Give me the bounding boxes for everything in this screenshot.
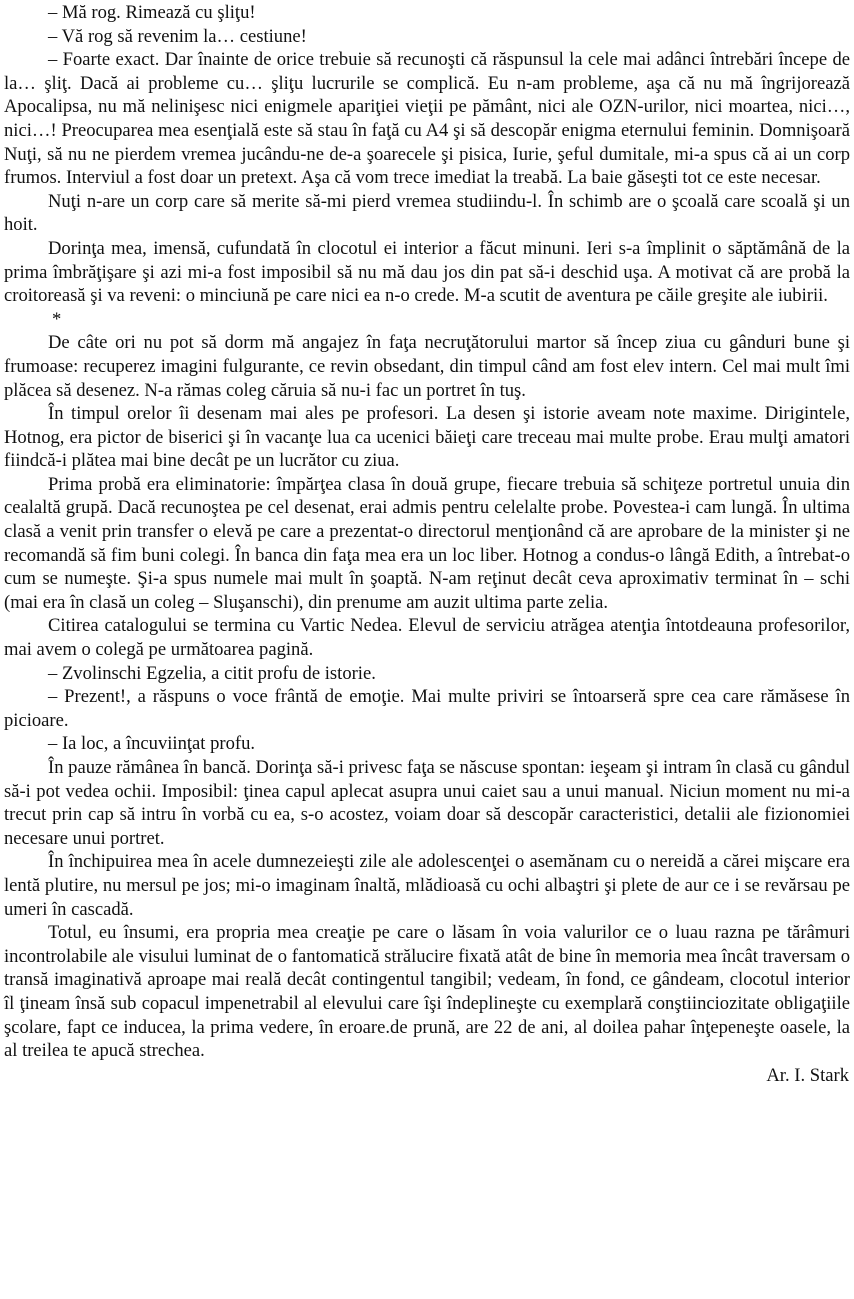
- body-paragraph: De câte ori nu pot să dorm mă angajez în faţa necruţătorului martor să încep ziua cu gânduri bune şi frumoase: recuperez imagini fulgurante, ce revin obsedant, din timpul când am fost elev intern. Cel mai mult îmi plăcea să desenez. N-a rămas coleg căruia să nu-i fac un portret în tuş.: [4, 332, 850, 401]
- dialogue-paragraph: – Foarte exact. Dar înainte de orice trebuie să recunoşti că răspunsul la cele mai adânci întrebări începe de la… şliţ. Dacă ai probleme cu… şliţu lucrurile se complică. Eu n-am probleme, aşa că nu mă îngrijorează Apocalipsa, nu mă nelinişesc nici enigmele apariţiei vieţii pe pământ, nici ale OZN-urilor, nici moartea, nici…, nici…! Preocuparea mea esenţială este să stau în faţă cu A4 şi să descopăr enigma eternului feminin. Domnişoară Nuţi, să nu ne pierdem vremea jucându-ne de-a şoarecele şi pisica, Iurie, şeful dumitale, mi-a spus că ai un corp frumos. Interviul a fost doar un pretext. Aşa că vom trece imediat la treabă. La baie găseşti tot ce este necesar.: [4, 49, 850, 189]
- body-paragraph: În pauze rămânea în bancă. Dorinţa să-i privesc faţa se născuse spontan: ieşeam şi intram în clasă cu gândul să-i pot vedea ochii. Imposibil: ţinea capul aplecat asupra unui caiet sau a unui manual. Niciun moment nu mi-a trecut prin cap să intru în vorbă cu ea, s-o acostez, voiam doar să descopăr caracteristici, detalii ale fizionomiei necesare unui portret.: [4, 757, 850, 849]
- body-paragraph: Nuţi n-are un corp care să merite să-mi pierd vremea studiindu-l. În schimb are o şcoală care scoală şi un hoit.: [4, 190, 850, 236]
- body-paragraph: Totul, eu însumi, era propria mea creaţie pe care o lăsam în voia valurilor ce o luau razna pe tărâmuri incontrolabile ale visului luminat de o fantomatică strălucire fixată atât de bine în memoria mea încât traversam o transă imaginativă aproape mai reală decât contingentul tangibil; vedeam, în fond, ce gândeam, clocotul interior îl ţineam însă sub copacul impenetrabil al elevului care îşi îndeplineşte cu exemplară conştiinciozitate obligaţiile şcolare, fapt ce inducea, la prima vedere, în eroare.de prună, are 22 de ani, al doilea pahar înţepeneşte oasele, la al treilea te apucă strechea.: [4, 922, 850, 1062]
- dialogue-line: – Zvolinschi Egzelia, a citit profu de istorie.: [48, 662, 376, 684]
- dialogue-line: – Mă rog. Rimează cu şliţu!: [48, 2, 256, 23]
- body-paragraph: Citirea catalogului se termina cu Vartic Nedea. Elevul de serviciu atrăgea atenţia întotdeauna profesorilor, mai avem o colegă pe următoarea pagină.: [4, 615, 850, 661]
- dialogue-line: – Vă rog să revenim la… cestiune!: [48, 25, 307, 47]
- dialogue-line: – Prezent!, a răspuns o voce frântă de emoţie. Mai multe priviri se întoarseră spre cea care rămăsese în picioare.: [4, 686, 850, 731]
- dialogue-line: – Ia loc, a încuviinţat profu.: [48, 733, 256, 755]
- body-paragraph: În închipuirea mea în acele dumnezeieşti zile ale adolescenţei o asemănam cu o nereidă a cărei mişcare era lentă plutire, nu mersul pe jos; mi-o imaginam înaltă, mlădioasă cu ochi albaştri şi plete de aur ce i se revărsau pe umeri în cascadă.: [4, 851, 850, 920]
- section-separator: *: [52, 308, 62, 330]
- body-paragraph: În timpul orelor îi desenam mai ales pe profesori. La desen şi istorie aveam note maxime. Dirigintele, Hotnog, era pictor de biserici şi în vacanţe lua ca ucenici băieţi care treceau mai multe probe. Erau mulţi amatori fiindcă-i plătea mai bine decât pe un lucrător cu ziua.: [4, 403, 850, 472]
- body-paragraph: Dorinţa mea, imensă, cufundată în clocotul ei interior a făcut minuni. Ieri s-a împlinit o săptămână de la prima îmbrăţişare şi azi mi-a fost imposibil să nu mă dau jos din pat să-i deschid uşa. A motivat că are probă la croitoreasă şi va reveni: o minciună pe care nici ea n-o crede. M-a scutit de aventura pe căile greşite ale iubirii.: [4, 237, 850, 307]
- author-signature: Ar. I. Stark: [766, 1064, 849, 1086]
- body-paragraph: Prima probă era eliminatorie: împărţea clasa în două grupe, fiecare trebuia să schiţeze portretul unuia din cealaltă grupă. Dacă recunoştea pe cel desenat, erai admis pentru celelalte probe. Povestea-i cam lungă. În ultima clasă a venit prin transfer o elevă pe care a prezentat-o directorul menţionând că are aprobare de la minister şi ne recomandă să fim buni colegi. În banca din faţa mea era un loc liber. Hotnog a condus-o lângă Edith, a întrebat-o cum se numeşte. Şi-a spus numele mai mult în şoaptă. N-am reţinut decât ceva aproximativ terminat în – schi (mai era în clasă un coleg – Sluşanschi), din prenume am auzit ultima parte zelia.: [4, 473, 850, 613]
